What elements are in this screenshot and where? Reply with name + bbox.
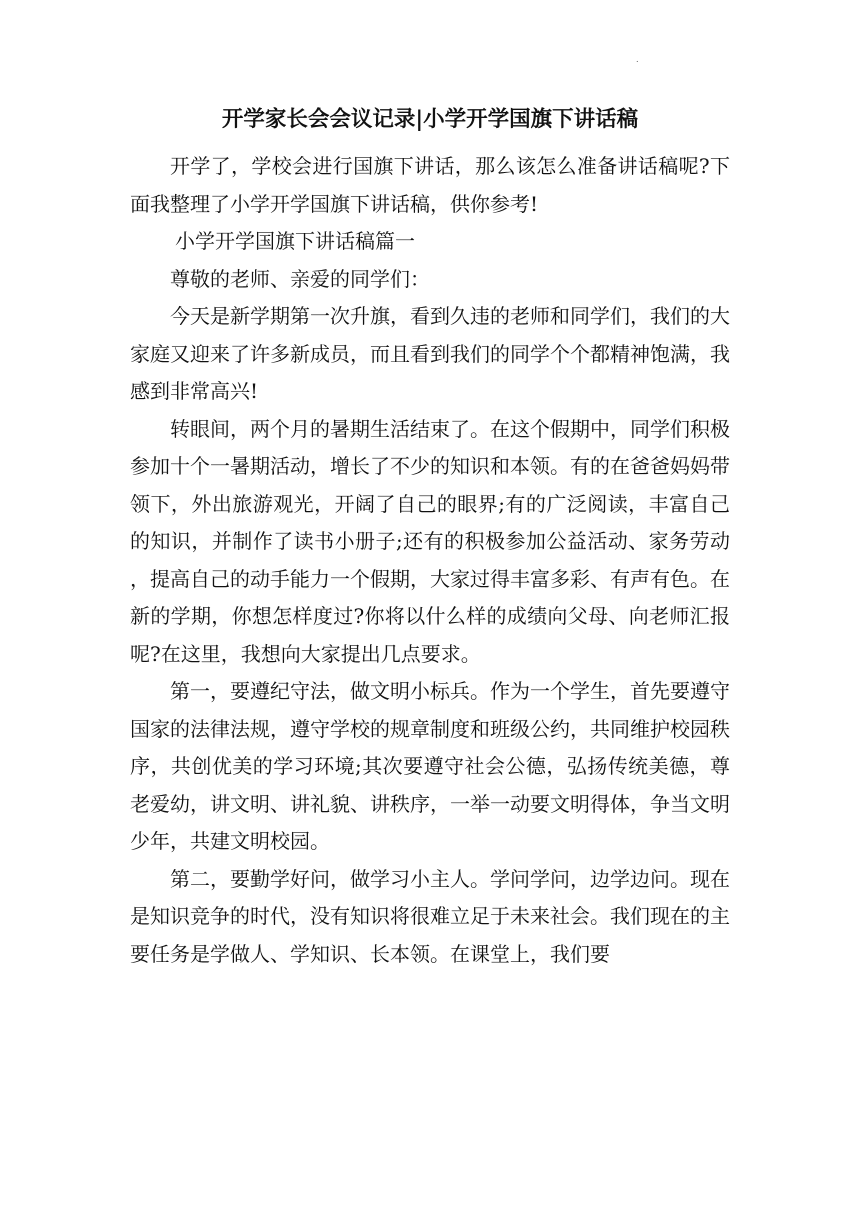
intro-paragraph: 开学了，学校会进行国旗下讲话，那么该怎么准备讲话稿呢?下面我整理了小学开学国旗下讲话稿，供你参考!	[130, 154, 730, 216]
body-paragraph: 今天是新学期第一次升旗，看到久违的老师和同学们，我们的大家庭又迎来了许多新成员，而且看到我们的同学个个都精神饱满，我感到非常高兴!	[130, 304, 730, 403]
corner-mark: .	[636, 55, 639, 64]
document-title: 开学家长会会议记录|小学开学国旗下讲话稿	[221, 107, 639, 132]
body-paragraph: 转眼间，两个月的暑期生活结束了。在这个假期中，同学们积极参加十个一暑期活动，增长了不少的知识和本领。有的在爸爸妈妈带领下，外出旅游观光，开阔了自己的眼界;有的广泛阅读，丰富自己的知识，并制作了读书小册子;还有的积极参加公益活动、家务劳动，提高自己的动手能力一个假期，大家过得丰富多彩、有声有色。在新的学期，你想怎样度过?你将以什么样的成绩向父母、向老师汇报呢?在这里，我想向大家提出几点要求。	[130, 416, 730, 666]
salutation: 尊敬的老师、亲爱的同学们：	[170, 266, 430, 291]
body-paragraph: 第一，要遵纪守法，做文明小标兵。作为一个学生，首先要遵守国家的法律法规，遵守学校的规章制度和班级公约，共同维护校园秩序，共创优美的学习环境;其次要遵守社会公德，弘扬传统美德，尊老爱幼，讲文明、讲礼貌、讲秩序，一举一动要文明得体，争当文明少年，共建文明校园。	[130, 679, 730, 853]
section-heading: 小学开学国旗下讲话稿篇一	[175, 229, 415, 253]
body-paragraph: 第二，要勤学好问，做学习小主人。学问学问，边学边问。现在是知识竞争的时代，没有知识将很难立足于未来社会。我们现在的主要任务是学做人、学知识、长本领。在课堂上，我们要	[130, 866, 730, 966]
document-body	[130, 148, 730, 973]
